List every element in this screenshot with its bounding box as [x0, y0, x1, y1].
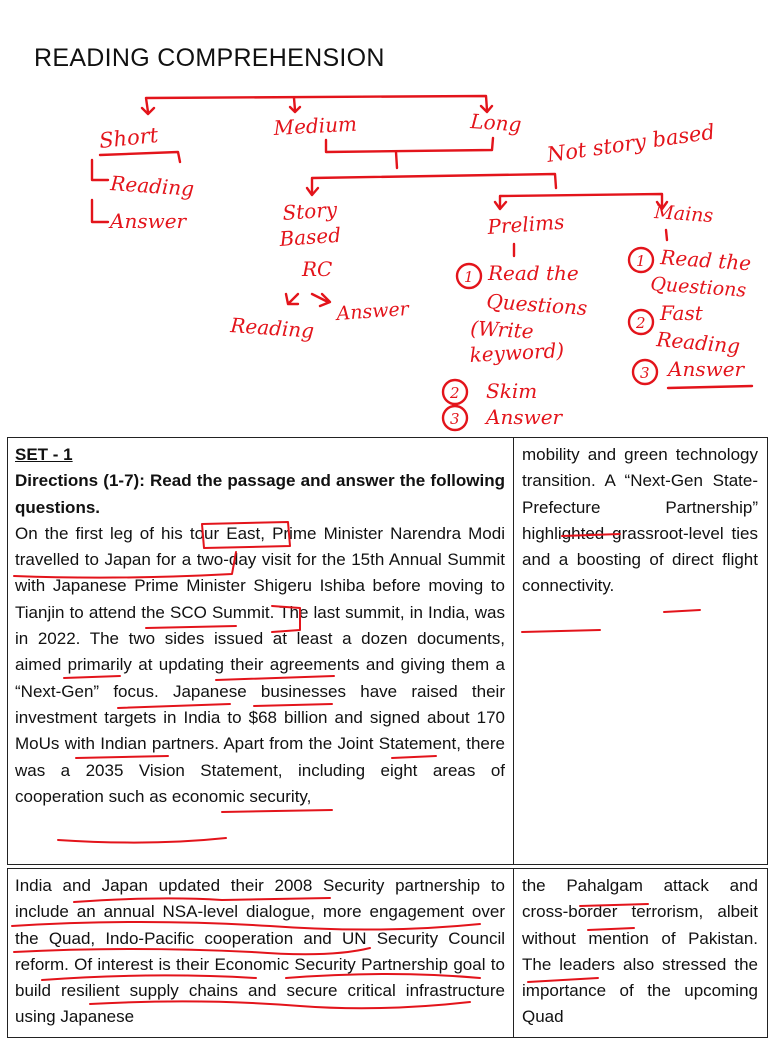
note-rc-reading: Reading [229, 313, 315, 343]
set-1-continued-table [7, 868, 768, 1038]
note-p-step1a: Read the [488, 261, 579, 285]
passage-left: On the first leg of his tour East, Prime Minister Narendra Modi travelled to Japan for a two-day visit for the 15th Annual Summit with Japanese Prime Minister Shigeru Ishiba before moving to Tianjin to attend the SCO Summit. The last summit, in India, was in 2022. The two sides issued at least a dozen documents, aimed primarily at updating their agreements and giving them a “Next-Gen” focus. Japanese businesses have raised their investment targets in India to $68 billion and signed about 170 MoUs with Indian partners. Apart from the Joint Statement, there was a 2035 Vision Statement, including eight areas of cooperation such as economic security, [15, 523, 505, 806]
passage-left-2: India and Japan updated their 2008 Security partnership to include an annual NSA-level dialogue, more engagement over the Quad, Indo-Pacific cooperation and UN Security Council reform. Of interest is their Economic Security Partnership goal to build resilient supply chains and secure critical infrastructure using Japanese [15, 876, 505, 1027]
note-based: Based [278, 222, 342, 251]
bracket-second [312, 174, 556, 194]
medium-long-join [326, 138, 493, 152]
note-mains: Mains [653, 201, 714, 228]
set-1-table [7, 437, 768, 865]
note-not-story-based: Not story based [545, 119, 717, 167]
set-2-right-cell [514, 869, 768, 1038]
rc-arrow-left [286, 294, 298, 304]
note-p-step1b: Questions [485, 289, 589, 321]
mains-answer-underline [668, 386, 752, 388]
note-m-num-2: 2 [636, 314, 646, 332]
bracket-top-mid [290, 98, 300, 112]
note-p-step2: Skim [486, 379, 538, 403]
note-prelims: Prelims [486, 209, 566, 239]
handwritten-notes [0, 80, 768, 435]
note-p-num-1: 1 [464, 268, 474, 286]
short-underline [100, 152, 180, 162]
passage-right: mobility and green technology transition. A “Next-Gen State-Prefecture Partnership” highlighted grassroot-level ties and a boosting of direct flight connectivity. [522, 445, 758, 596]
note-rc-answer: Answer [335, 297, 410, 325]
note-p-num-2: 2 [450, 384, 460, 402]
rc-arrow-right [312, 294, 330, 306]
directions: Directions (1-7): Read the passage and answer the following questions. [15, 471, 505, 517]
set-2-left-cell [8, 869, 514, 1038]
note-m-step1b: Questions [649, 273, 747, 302]
set-1-left-cell [8, 438, 514, 865]
set-1-right-cell [514, 438, 768, 865]
note-short-answer: Answer [110, 209, 187, 233]
short-reading-line [92, 160, 108, 180]
note-short: Short [98, 122, 160, 153]
passage-right-2: the Pahalgam attack and cross-border terrorism, albeit without mention of Pakistan. The leaders also stressed the importance of the upcoming Quad [522, 876, 758, 1027]
note-p-step1c: (Write [469, 316, 535, 344]
note-short-reading: Reading [109, 171, 195, 201]
note-p-step1d: keyword) [469, 338, 565, 367]
bracket-third [500, 194, 662, 208]
note-long: Long [469, 109, 523, 137]
page-title: READING COMPREHENSION [34, 44, 385, 72]
note-m-num-1: 1 [636, 252, 646, 270]
note-rc: RC [302, 257, 333, 281]
note-story: Story [281, 197, 338, 225]
short-answer-line [92, 200, 108, 222]
set-label: SET - 1 [15, 445, 73, 464]
note-m-step3: Answer [668, 357, 745, 381]
bracket-top [146, 96, 487, 112]
note-m-step2b: Reading [655, 327, 742, 359]
note-m-step1a: Read the [659, 245, 752, 276]
note-p-step3: Answer [486, 405, 563, 429]
note-p-num-3: 3 [450, 410, 460, 428]
join-stem [396, 152, 397, 168]
note-m-step2a: Fast [660, 301, 703, 325]
bracket-third-arrow [495, 202, 667, 209]
note-medium: Medium [273, 111, 358, 140]
note-m-num-3: 3 [640, 364, 650, 382]
mains-stem [666, 230, 667, 240]
